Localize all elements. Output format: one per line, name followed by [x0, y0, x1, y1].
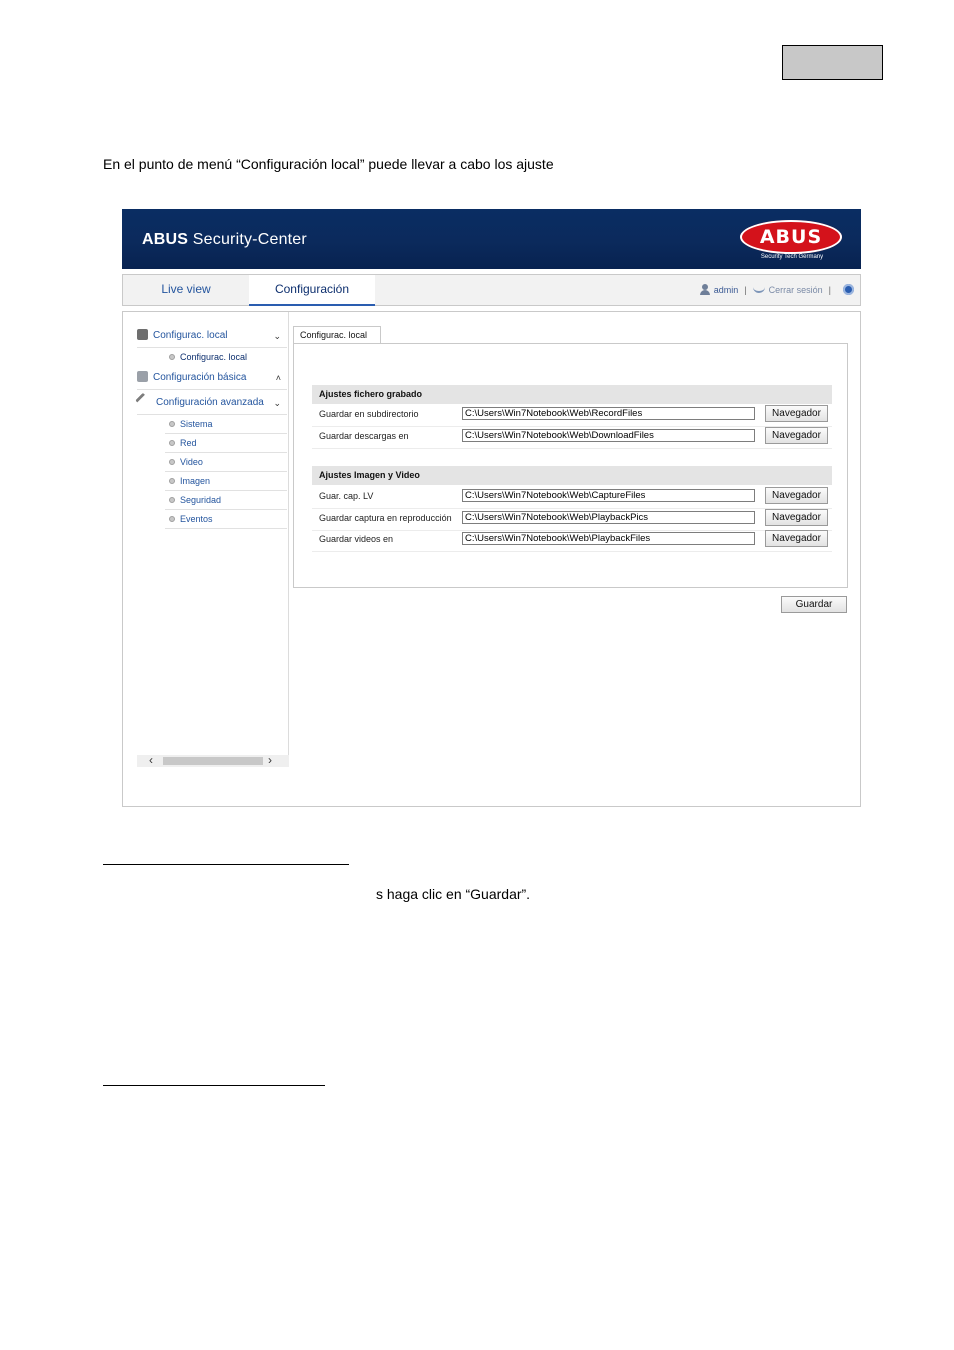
sidebar-section-label: Configuración avanzada: [156, 397, 264, 408]
form-row: [312, 509, 832, 531]
scroll-left-icon[interactable]: ‹: [149, 753, 153, 767]
field-label: Guardar captura en reproducción: [319, 513, 452, 523]
app-title-rest: Security-Center: [188, 231, 307, 248]
sidebar-item-seguridad[interactable]: [165, 491, 287, 510]
bullet-icon: [169, 354, 175, 360]
logout-link[interactable]: Cerrar sesión: [768, 285, 823, 295]
user-icon: [700, 284, 710, 295]
field-label: Guar. cap. LV: [319, 491, 374, 501]
playback-pics-path-input[interactable]: C:\Users\Win7Notebook\Web\PlaybackPics: [462, 511, 755, 524]
save-button[interactable]: Guardar: [781, 596, 847, 613]
local-config-icon: [137, 329, 148, 340]
browse-button[interactable]: Navegador: [765, 509, 828, 526]
bullet-icon: [169, 516, 175, 522]
browse-button[interactable]: Navegador: [765, 530, 828, 547]
tab-configuracion[interactable]: Configuración: [249, 275, 375, 306]
globe-icon[interactable]: [843, 284, 854, 295]
sidebar-item-label: Sistema: [180, 419, 213, 429]
sidebar: [123, 312, 289, 766]
body-text: s haga clic en “Guardar”.: [376, 886, 531, 902]
heading-rule: [103, 864, 349, 865]
sidebar-item-sistema[interactable]: [165, 415, 287, 434]
sidebar-item-label: Red: [180, 438, 197, 448]
sidebar-item-label: Video: [180, 457, 203, 467]
sidebar-item-imagen[interactable]: [165, 472, 287, 491]
separator: |: [828, 285, 831, 295]
record-path-input[interactable]: C:\Users\Win7Notebook\Web\RecordFiles: [462, 407, 755, 420]
top-nav: [122, 274, 861, 306]
app-banner: [122, 209, 861, 269]
chevron-down-icon: ⌄: [273, 331, 281, 341]
heading-rule: [103, 1085, 325, 1086]
chevron-down-icon: ⌄: [273, 398, 281, 408]
form-row: [312, 427, 832, 449]
browse-button[interactable]: Navegador: [765, 487, 828, 504]
bullet-icon: [169, 478, 175, 484]
bullet-icon: [169, 497, 175, 503]
scroll-right-icon[interactable]: ›: [268, 753, 272, 767]
sidebar-item-red[interactable]: [165, 434, 287, 453]
browse-button[interactable]: Navegador: [765, 405, 828, 422]
intro-text: En el punto de menú “Configuración local” puede llevar a cabo los ajuste: [103, 156, 554, 172]
screenshot-frame: [122, 209, 861, 807]
field-label: Guardar descargas en: [319, 431, 409, 441]
main-content: [122, 311, 861, 807]
sidebar-item-label: Configurac. local: [180, 352, 248, 362]
form-row: [312, 405, 832, 427]
app-title: [142, 231, 307, 249]
sidebar-section-label: Configurac. local: [153, 330, 228, 341]
wrench-icon: [135, 393, 153, 411]
separator: |: [744, 285, 747, 295]
sidebar-section-basic[interactable]: [137, 367, 287, 390]
sidebar-section-advanced[interactable]: [137, 392, 287, 415]
sidebar-item-label: Eventos: [180, 514, 213, 524]
sidebar-item-eventos[interactable]: [165, 510, 287, 529]
language-box: [782, 45, 883, 80]
playback-files-path-input[interactable]: C:\Users\Win7Notebook\Web\PlaybackFiles: [462, 532, 755, 545]
field-label: Guardar en subdirectorio: [319, 409, 419, 419]
scrollbar-thumb[interactable]: [163, 757, 263, 765]
sidebar-scrollbar[interactable]: [137, 755, 289, 767]
capture-path-input[interactable]: C:\Users\Win7Notebook\Web\CaptureFiles: [462, 489, 755, 502]
user-link[interactable]: admin: [713, 285, 739, 295]
section-recording-files: Ajustes fichero grabado: [312, 385, 832, 404]
settings-panel: [293, 343, 848, 588]
tab-configurac-local[interactable]: Configurac. local: [293, 326, 381, 344]
app-title-bold: ABUS: [142, 231, 189, 248]
user-area: [700, 275, 854, 305]
abus-logo: [740, 220, 842, 254]
sidebar-item-label: Imagen: [180, 476, 211, 486]
logout-icon: [753, 283, 765, 293]
browse-button[interactable]: Navegador: [765, 427, 828, 444]
download-path-input[interactable]: C:\Users\Win7Notebook\Web\DownloadFiles: [462, 429, 755, 442]
section-image-video: Ajustes Imagen y Video: [312, 466, 832, 485]
sidebar-section-label: Configuración básica: [153, 372, 247, 383]
bullet-icon: [169, 440, 175, 446]
sidebar-item-video[interactable]: [165, 453, 287, 472]
form-row: [312, 530, 832, 552]
chevron-up-icon: ˄: [275, 373, 281, 383]
abus-logo-text: ABUS: [759, 226, 823, 248]
sidebar-section-local[interactable]: [137, 325, 287, 348]
bullet-icon: [169, 421, 175, 427]
abus-tagline: Security Tech Germany: [760, 254, 824, 260]
bullet-icon: [169, 459, 175, 465]
basic-config-icon: [137, 371, 148, 382]
sidebar-item-label: Seguridad: [180, 495, 222, 505]
tab-live-view[interactable]: Live view: [123, 275, 250, 305]
field-label: Guardar videos en: [319, 534, 394, 544]
form-row: [312, 487, 832, 509]
sidebar-item-configurac-local[interactable]: [165, 348, 287, 366]
